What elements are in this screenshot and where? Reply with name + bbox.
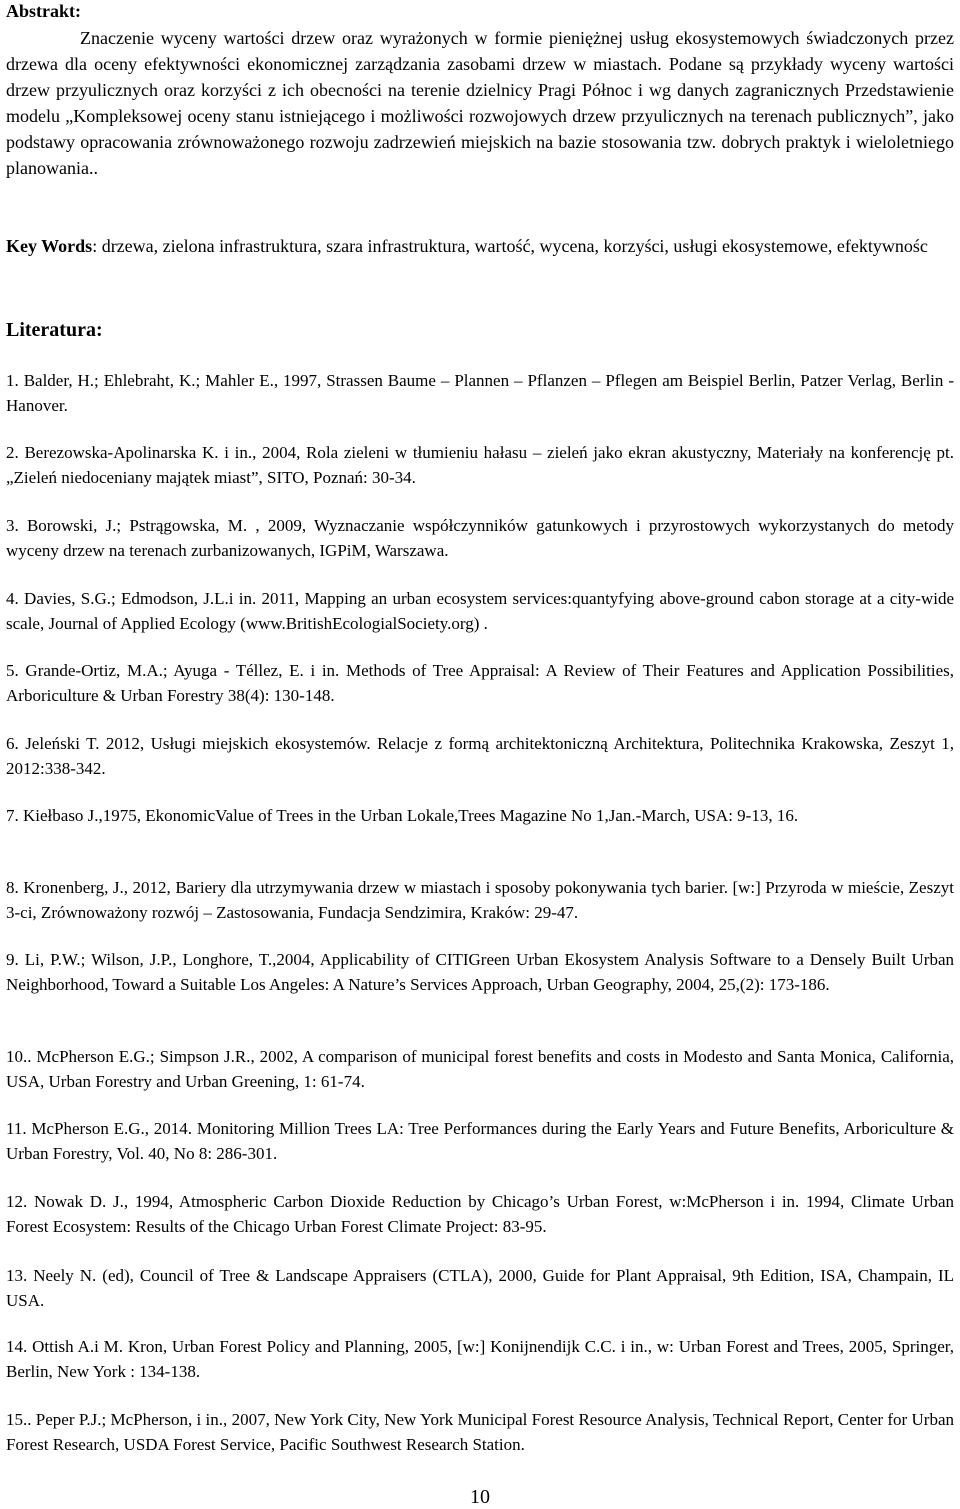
- reference-item: 15.. Peper P.J.; McPherson, i in., 2007, New York City, New York Municipal Forest Resource Analysis, Technical Report, Center for Urban Forest Research, USDA Forest Service, Pacific Southwest Research Station.: [6, 1410, 954, 1454]
- reference-item: 11. McPherson E.G., 2014. Monitoring Million Trees LA: Tree Performances during the Early Years and Future Benefits, Arboriculture & Urban Forestry, Vol. 40, No 8: 286-301.: [6, 1119, 954, 1163]
- keywords-text: : drzewa, zielona infrastruktura, szara infrastruktura, wartość, wycena, korzyści, usługi ekosystemowe, efektywnośc: [92, 236, 928, 256]
- reference-item: 10.. McPherson E.G.; Simpson J.R., 2002, A comparison of municipal forest benefits and costs in Modesto and Santa Monica, California, USA, Urban Forestry and Urban Greening, 1: 61-74.: [6, 1047, 954, 1091]
- reference-item: 9. Li, P.W.; Wilson, J.P., Longhore, T.,2004, Applicability of CITIGreen Urban Ekosystem Analysis Software to a Densely Built Urban Neighborhood, Toward a Suitable Los Angeles: A Nature’s Services Approach, Urban Geography, 2004, 25,(2): 173-186.: [6, 950, 954, 994]
- reference-item: 14. Ottish A.i M. Kron, Urban Forest Policy and Planning, 2005, [w:] Konijnendijk C.C. i in., w: Urban Forest and Trees, 2005, Springer, Berlin, New York : 134-138.: [6, 1337, 954, 1381]
- literature-heading: Literatura:: [6, 319, 103, 341]
- reference-item: 2. Berezowska-Apolinarska K. i in., 2004, Rola zieleni w tłumieniu hałasu – zieleń jako ekran akustyczny, Materiały na konferencję pt. „Zieleń niedoceniany majątek miast”, SITO, Poznań: 30-34.: [6, 443, 954, 487]
- reference-item: 7. Kiełbaso J.,1975, EkonomicValue of Trees in the Urban Lokale,Trees Magazine No 1,Jan.-March, USA: 9-13, 16.: [6, 806, 799, 825]
- page-number: 10: [470, 1486, 490, 1508]
- abstract-heading: Abstrakt:: [6, 1, 81, 21]
- reference-item: 1. Balder, H.; Ehlebraht, K.; Mahler E., 1997, Strassen Baume – Plannen – Pflanzen – Pflegen am Beispiel Berlin, Patzer Verlag, Berlin - Hanover.: [6, 371, 954, 415]
- reference-item: 3. Borowski, J.; Pstrągowska, M. , 2009, Wyznaczanie współczynników gatunkowych i przyrostowych wykorzystanych do metody wyceny drzew na terenach zurbanizowanych, IGPiM, Warszawa.: [6, 516, 954, 560]
- reference-item: 6. Jeleński T. 2012, Usługi miejskich ekosystemów. Relacje z formą architektoniczną Architektura, Politechnika Krakowska, Zeszyt 1, 2012:338-342.: [6, 734, 954, 778]
- reference-item: 13. Neely N. (ed), Council of Tree & Landscape Appraisers (CTLA), 2000, Guide for Plant Appraisal, 9th Edition, ISA, Champain, IL USA.: [6, 1266, 954, 1310]
- reference-item: 8. Kronenberg, J., 2012, Bariery dla utrzymywania drzew w miastach i sposoby pokonywania tych barier. [w:] Przyroda w mieście, Zeszyt 3-ci, Zrównoważony rozwój – Zastosowania, Fundacja Sendzimira, Kraków: 29-47.: [6, 878, 954, 922]
- abstract-body: Znaczenie wyceny wartości drzew oraz wyrażonych w formie pieniężnej usług ekosystemowych świadczonych przez drzewa dla oceny efektywności ekonomicznej zarządzania zasobami drzew w miastach. Podane są przykłady wyceny wartości drzew przyulicznych oraz korzyści z ich obecności na terenie dzielnicy Pragi Północ i wg danych zagranicznych Przedstawienie modelu „Kompleksowej oceny stanu istniejącego i możliwości rozwojowych drzew przyulicznych na terenach publicznych”, jako podstawy opracowania zrównoważonego rozwoju zadrzewień miejskich na bazie stosowania tzw. dobrych praktyk i wieloletniego planowania..: [6, 28, 954, 179]
- keywords-label: Key Words: [6, 236, 93, 256]
- reference-item: 4. Davies, S.G.; Edmodson, J.L.i in. 2011, Mapping an urban ecosystem services:quantyfying above-ground cabon storage at a city-wide scale, Journal of Applied Ecology (www.BritishEcologialSociety.org) .: [6, 589, 954, 633]
- reference-item: 5. Grande-Ortiz, M.A.; Ayuga - Téllez, E. i in. Methods of Tree Appraisal: A Review of Their Features and Application Possibilities, Arboriculture & Urban Forestry 38(4): 130-148.: [6, 661, 954, 705]
- keywords-paragraph: [6, 233, 954, 259]
- reference-item: 12. Nowak D. J., 1994, Atmospheric Carbon Dioxide Reduction by Chicago’s Urban Forest, w:McPherson i in. 1994, Climate Urban Forest Ecosystem: Results of the Chicago Urban Forest Climate Project: 83-95.: [6, 1192, 954, 1236]
